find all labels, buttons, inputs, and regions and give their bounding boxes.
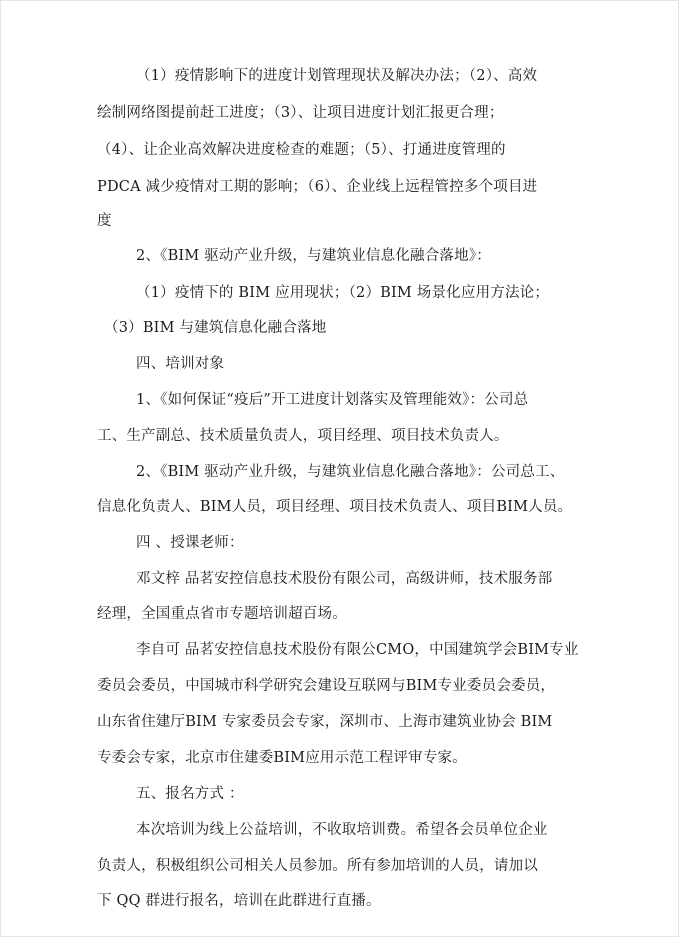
text-line: 工、生产副总、技术质量负责人，项目经理、项目技术负责人。 bbox=[97, 428, 509, 444]
section-heading: 四 、授课老师： bbox=[136, 535, 244, 551]
text-line: 本次培训为线上公益培训，不收取培训费。希望各会员单位企业 bbox=[136, 822, 548, 838]
text-line: （1）疫情影响下的进度计划管理现状及解决办法；（2）、高效 bbox=[136, 68, 538, 84]
text-line: 度 bbox=[97, 213, 112, 229]
section-heading: 五、报名方式 ： bbox=[136, 786, 244, 802]
text-line: 下 QQ 群进行报名，培训在此群进行直播。 bbox=[97, 893, 381, 909]
text-line: （4）、让企业高效解决进度检查的难题；（5）、打通进度管理的 bbox=[97, 142, 506, 158]
text-line: 信息化负责人、BIM人员，项目经理、项目技术负责人、项目BIM人员。 bbox=[97, 499, 573, 515]
text-line: （3）BIM 与建筑信息化融合落地 bbox=[104, 320, 327, 336]
text-line: 专委会专家，北京市住建委BIM应用示范工程评审专家。 bbox=[97, 750, 467, 766]
text-line: 2、《BIM 驱动产业升级，与建筑业信息化融合落地》： bbox=[136, 248, 491, 264]
text-line: 1、《如何保证“疫后”开工进度计划落实及管理能效》：公司总 bbox=[136, 392, 529, 408]
section-heading: 四、培训对象 bbox=[136, 356, 225, 372]
text-line: 经理，全国重点省市专题培训超百场。 bbox=[97, 606, 347, 622]
text-line: 负责人，积极组织公司相关人员参加。所有参加培训的人员，请加以 bbox=[97, 858, 538, 874]
text-line: 委员会委员，中国城市科学研究会建设互联网与BIM专业委员会委员， bbox=[97, 678, 556, 694]
text-line: PDCA 减少疫情对工期的影响；（6）、企业线上远程管控多个项目进 bbox=[97, 179, 538, 195]
text-line: （1）疫情下的 BIM 应用现状；（2）BIM 场景化应用方法论； bbox=[136, 285, 550, 301]
text-line: 山东省住建厅BIM 专家委员会专家，深圳市、上海市建筑业协会 BIM bbox=[97, 714, 553, 730]
text-line: 邓文梓 品茗安控信息技术股份有限公司，高级讲师，技术服务部 bbox=[136, 571, 553, 587]
text-line: 李自可 品茗安控信息技术股份有限公CMO，中国建筑学会BIM专业 bbox=[136, 642, 579, 658]
text-line: 绘制网络图提前赶工进度；（3）、让项目进度计划汇报更合理； bbox=[97, 105, 504, 121]
text-line: 2、《BIM 驱动产业升级，与建筑业信息化融合落地》：公司总工、 bbox=[136, 464, 565, 480]
